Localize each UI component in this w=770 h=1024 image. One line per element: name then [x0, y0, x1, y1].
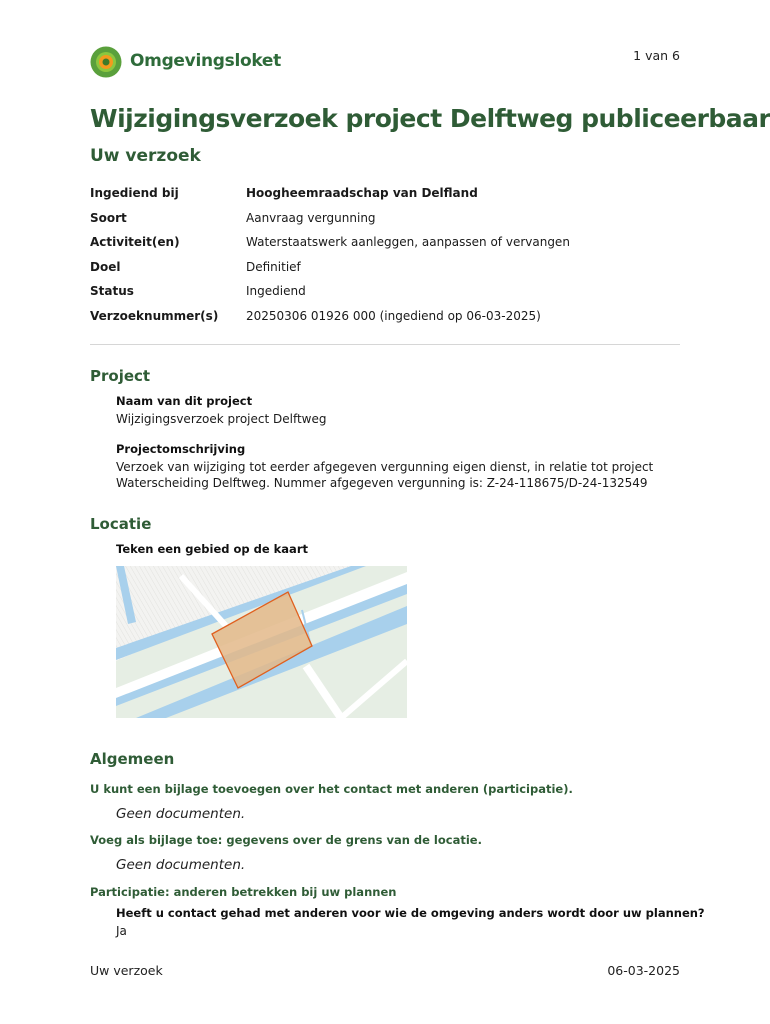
participation-question: Heeft u contact gehad met anderen voor wie de omgeving anders wordt door uw plannen? [116, 906, 705, 920]
summary-value: Ingediend [246, 284, 306, 298]
summary-value: Waterstaatswerk aanleggen, aanpassen of vervangen [246, 235, 570, 249]
section-divider [90, 344, 680, 345]
summary-row [90, 280, 690, 305]
project-description-line: Verzoek van wijziging tot eerder afgegeven vergunning eigen dienst, in relatie tot project [116, 460, 654, 474]
summary-label: Doel [90, 259, 121, 274]
summary-row [90, 256, 690, 281]
participation-heading: Participatie: anderen betrekken bij uw plannen [90, 885, 397, 899]
summary-row [90, 207, 690, 232]
omgevingsloket-logo-icon [90, 46, 122, 78]
footer-date: 06-03-2025 [607, 963, 680, 978]
omgevingsloket-logo [90, 46, 290, 80]
map-label: Teken een gebied op de kaart [116, 542, 308, 556]
logo-text: Omgevingsloket [130, 51, 281, 71]
algemeen-heading: Algemeen [90, 750, 175, 768]
participation-answer: Ja [116, 924, 127, 938]
answer-no-documents: Geen documenten. [116, 857, 246, 873]
summary-label: Soort [90, 210, 127, 225]
summary-row [90, 305, 690, 330]
summary-value: Aanvraag vergunning [246, 210, 376, 225]
summary-table [90, 182, 690, 329]
page-indicator: 1 van 6 [633, 48, 680, 63]
summary-value: Hoogheemraadschap van Delfland [246, 186, 478, 200]
section-subtitle: Uw verzoek [90, 146, 201, 166]
question-location-boundary-attachment: Voeg als bijlage toe: gegevens over de grens van de locatie. [90, 833, 482, 847]
location-map[interactable] [116, 566, 407, 718]
footer-section-name: Uw verzoek [90, 963, 163, 978]
project-name-value: Wijzigingsverzoek project Delftweg [116, 412, 327, 426]
project-name-label: Naam van dit project [116, 394, 253, 408]
summary-row [90, 231, 690, 256]
page-title: Wijzigingsverzoek project Delftweg publiceerbaar [90, 104, 770, 133]
summary-label: Activiteit(en) [90, 235, 180, 249]
project-description-line: Waterscheiding Delftweg. Nummer afgegeven vergunning is: Z-24-118675/D-24-132549 [116, 476, 648, 490]
summary-label: Status [90, 284, 134, 298]
answer-no-documents: Geen documenten. [116, 806, 246, 822]
summary-value: Definitief [246, 259, 301, 274]
summary-value: 20250306 01926 000 (ingediend op 06-03-2025) [246, 308, 541, 323]
summary-label: Verzoeknummer(s) [90, 308, 219, 323]
summary-row [90, 182, 690, 207]
question-participation-attachment: U kunt een bijlage toevoegen over het contact met anderen (participatie). [90, 782, 573, 796]
summary-label: Ingediend bij [90, 186, 179, 200]
locatie-heading: Locatie [90, 515, 152, 533]
project-description-label: Projectomschrijving [116, 442, 246, 456]
location-map-svg [116, 566, 407, 718]
project-heading: Project [90, 367, 151, 385]
